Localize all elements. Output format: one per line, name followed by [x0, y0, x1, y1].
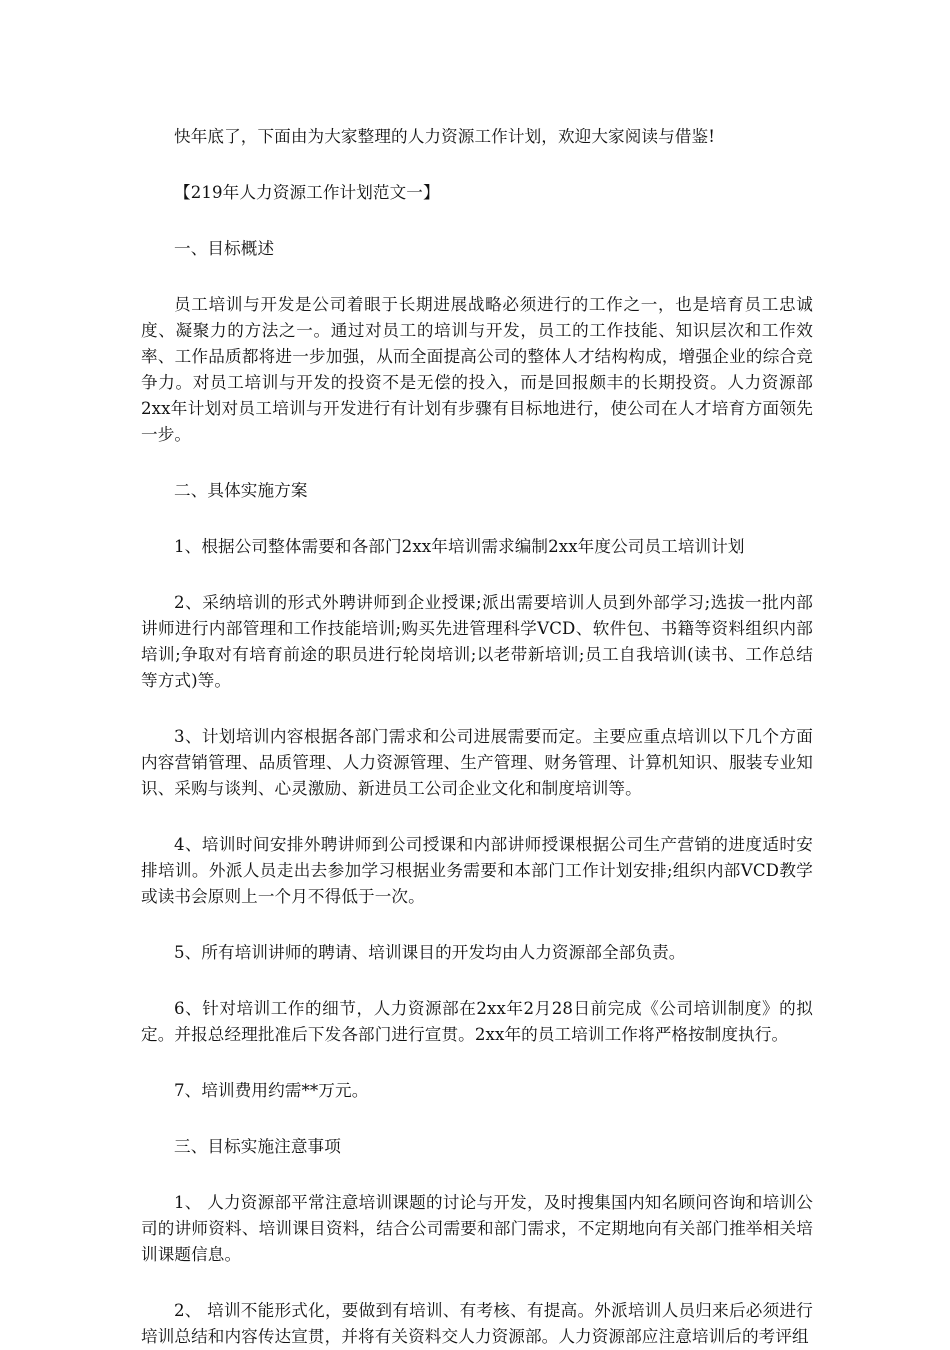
document-title: 【219年人力资源工作计划范文一】	[174, 183, 440, 202]
list-item: 2、采纳培训的形式外聘讲师到企业授课;派出需要培训人员到外部学习;选拔一批内部讲师进行内部管理和工作技能培训;购买先进管理科学VCD、软件包、书籍等资料组织内部培训;争取对有培育前途的职员进行轮岗培训;以老带新培训;员工自我培训(读书、工作总结等方式)等。	[141, 593, 813, 690]
list-item: 2、 培训不能形式化，要做到有培训、有考核、有提高。外派培训人员归来后必须进行培训总结和内容传达宣贯，并将有关资料交人力资源部。人力资源部应注意培训后的考评组	[141, 1301, 813, 1346]
document-body	[141, 124, 813, 1350]
section-heading-2: 二、具体实施方案	[174, 481, 308, 500]
list-item: 3、计划培训内容根据各部门需求和公司进展需要而定。主要应重点培训以下几个方面内容营销管理、品质管理、人力资源管理、生产管理、财务管理、计算机知识、服装专业知识、采购与谈判、心灵激励、新进员工公司企业文化和制度培训等。	[141, 727, 813, 798]
section-heading-3: 三、目标实施注意事项	[174, 1137, 341, 1156]
list-item: 4、培训时间安排外聘讲师到公司授课和内部讲师授课根据公司生产营销的进度适时安排培训。外派人员走出去参加学习根据业务需要和本部门工作计划安排;组织内部VCD教学或读书会原则上一个月不得低于一次。	[141, 835, 813, 906]
body-paragraph: 员工培训与开发是公司着眼于长期进展战略必须进行的工作之一，也是培育员工忠诚度、凝聚力的方法之一。通过对员工的培训与开发，员工的工作技能、知识层次和工作效率、工作品质都将进一步加强，从而全面提高公司的整体人才结构构成，增强企业的综合竞争力。对员工培训与开发的投资不是无偿的投入，而是回报颇丰的长期投资。人力资源部2xx年计划对员工培训与开发进行有计划有步骤有目标地进行，使公司在人才培育方面领先一步。	[141, 295, 813, 444]
list-item: 7、培训费用约需**万元。	[174, 1081, 369, 1100]
list-item: 1、根据公司整体需要和各部门2xx年培训需求编制2xx年度公司员工培训计划	[174, 537, 745, 556]
list-item: 5、所有培训讲师的聘请、培训课目的开发均由人力资源部全部负责。	[174, 943, 686, 962]
list-item: 6、针对培训工作的细节，人力资源部在2xx年2月28日前完成《公司培训制度》的拟定。并报总经理批准后下发各部门进行宣贯。2xx年的员工培训工作将严格按制度执行。	[141, 999, 813, 1044]
section-heading-1: 一、目标概述	[174, 239, 275, 258]
list-item: 1、 人力资源部平常注意培训课题的讨论与开发，及时搜集国内知名顾问咨询和培训公司的讲师资料、培训课目资料，结合公司需要和部门需求，不定期地向有关部门推举相关培训课题信息。	[141, 1193, 813, 1264]
intro-paragraph: 快年底了，下面由为大家整理的人力资源工作计划，欢迎大家阅读与借鉴!	[174, 127, 715, 146]
